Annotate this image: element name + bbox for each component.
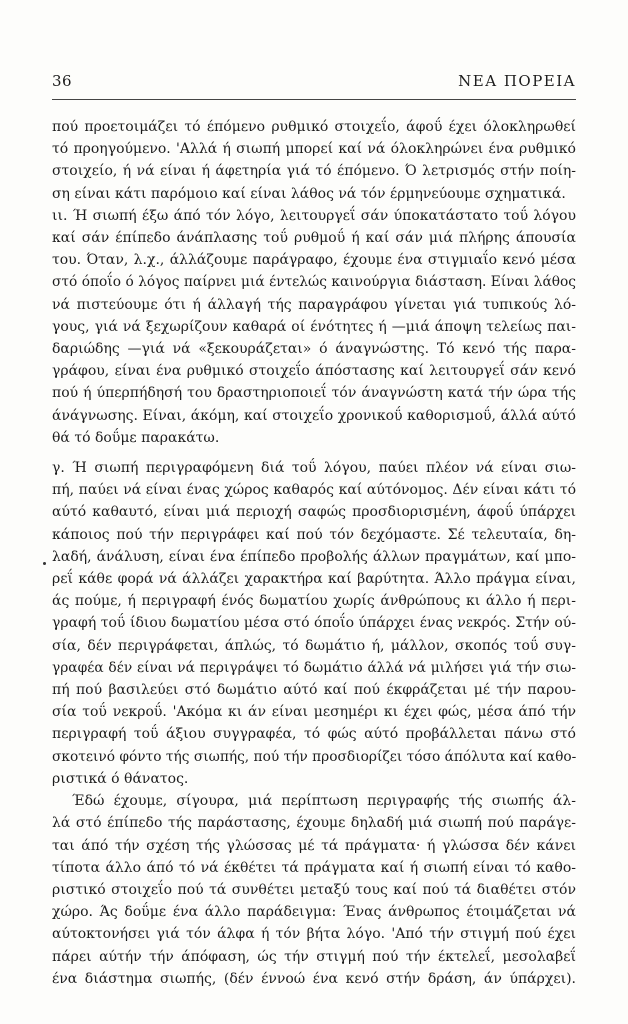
text-line: πή, παύει νά είναι ένας χώρος καθαρός καί αύτόνομος. Δέν είναι κάτι τό bbox=[52, 482, 576, 499]
text-line: πή πού βασιλεύει στό δωμάτιο αύτό καί πού έκφράζεται μέ τήν παρου- bbox=[52, 682, 576, 699]
text-line: ται άπό τήν σχέση τής γλώσσας μέ τά πράγματα· ή γλώσσα δέν κάνει bbox=[52, 837, 576, 854]
text-line: ση είναι κάτι παρόμοιο καί είναι λάθος νά τόν έρμηνεύουμε σχηματικά. bbox=[52, 185, 566, 202]
page-number: 36 bbox=[52, 72, 73, 90]
paragraph-4 bbox=[52, 790, 576, 990]
text-line: πού προετοιμάζει τό έπόμενο ρυθμικό στοιχεΐο, άφοΰ έχει όλοκληρωθεί bbox=[52, 119, 576, 135]
text-line: αύτοκτονήσει γιά τόν άλφα ή τόν βήτα λόγο. 'Από τήν στιγμή πού έχει bbox=[52, 926, 576, 943]
text-line: στό όποΐο ό λόγος παίρνει μιά έντελώς καινούργια διάσταση. Είναι λάθος bbox=[52, 274, 576, 291]
text-line: περιγραφή τοΰ άξιου συγγραφέα, τό φώς αύτό προβάλλεται πάνω στό bbox=[52, 726, 576, 743]
text-line: ριστικά ό θάνατος. bbox=[52, 770, 189, 787]
text-line: αύτό καθαυτό, είναι μιά περιοχή σαφώς προσδιορισμένη, άφοΰ ύπάρχει bbox=[52, 504, 576, 521]
text-line: στοιχείο, ή νά είναι ή άφετηρία γιά τό έπόμενο. Ό λετρισμός στήν ποίη- bbox=[52, 163, 576, 180]
text-line: ριστικό στοιχεΐο πού τά συνθέτει μεταξύ τους καί πού τά διαθέτει στόν bbox=[52, 881, 576, 898]
text-line: γραφέα δέν είναι νά περιγράψει τό δωμάτιο άλλά νά μιλήσει γιά τήν σιω- bbox=[52, 659, 576, 676]
paragraph-2 bbox=[52, 205, 576, 449]
text-line: λά στό έπίπεδο τής παράστασης, έχουμε δηλαδή μιά σιωπή πού παράγε- bbox=[52, 815, 576, 832]
paragraph-3 bbox=[52, 457, 576, 790]
text-line: κάποιος πού τήν περιγράφει καί πού τόν δεχόμαστε. Σέ τελευταία, δη- bbox=[52, 526, 576, 543]
text-line: δαριώδης —γιά νά «ξεκουράζεται» ό άναγνώστης. Τό κενό τής παρα- bbox=[52, 341, 576, 358]
text-line: γράφου, είναι ένα ρυθμικό στοιχεΐο άπόστασης καί λειτουργεΐ σάν κενό bbox=[52, 363, 576, 380]
text-line: θά τό δοΰμε παρακάτω. bbox=[52, 429, 220, 446]
running-title: ΝΕΑ ΠΟΡΕΙΑ bbox=[458, 72, 576, 90]
scan-speck bbox=[43, 562, 46, 565]
text-line: νά πιστεύουμε ότι ή άλλαγή τής παραγράφου γίνεται γιά τυπικούς λό- bbox=[52, 296, 576, 313]
text-line: Έδώ έχουμε, σίγουρα, μιά περίπτωση περιγραφής τής σιωπής άλ- bbox=[72, 793, 576, 810]
text-line: πάρει αύτήν τήν άπόφαση, ώς τήν στιγμή πού τήν έκτελεΐ, μεσολαβεΐ bbox=[52, 948, 576, 965]
text-line: χώρο. Άς δοΰμε ένα άλλο παράδειγμα: Ένας άνθρωπος έτοιμάζεται νά bbox=[52, 904, 576, 921]
body-text bbox=[52, 116, 576, 990]
text-line: καί σάν έπίπεδο άνάπλασης τοΰ ρυθμοΰ ή καί σάν μιά πλήρης άπουσία bbox=[52, 230, 576, 247]
header-rule bbox=[52, 99, 576, 100]
text-line: άς πούμε, ή περιγραφή ένός δωματίου χωρίς άνθρώπους κι άλλο ή περι- bbox=[52, 593, 576, 610]
text-line: σία, δέν περιγράφεται, άπλώς, τό δωμάτιο ή, μάλλον, σκοπός τοΰ συγ- bbox=[52, 637, 576, 654]
text-line: ιι. Ή σιωπή έξω άπό τόν λόγο, λειτουργεΐ σάν ύποκατάστατο τοΰ λόγου bbox=[52, 207, 576, 224]
text-line: πού ή ύπερπήδησή του δραστηριοποιεΐ τόν άναγνώστη κατά τήν ώρα τής bbox=[52, 385, 576, 402]
text-line: τίποτα άλλο άπό τό νά έκθέτει τά πράγματα καί ή σιωπή είναι τό καθο- bbox=[52, 859, 576, 876]
text-line: ρεΐ κάθε φορά νά άλλάζει χαρακτήρα καί βαρύτητα. Άλλο πράγμα είναι, bbox=[52, 571, 576, 588]
text-line: τό προηγούμενο. 'Αλλά ή σιωπή μπορεί καί νά όλοκληρώνει ένα ρυθμικό bbox=[52, 141, 576, 158]
paragraph-1 bbox=[52, 116, 576, 205]
text-line: σία τοΰ νεκροΰ. 'Ακόμα κι άν είναι μεσημέρι κι έχει φώς, μέσα άπό τήν bbox=[52, 704, 576, 721]
page-header bbox=[52, 72, 576, 94]
text-line: λαδή, άνάλυση, είναι ένα έπίπεδο προβολής άλλων πραγμάτων, καί μπο- bbox=[52, 548, 576, 565]
text-line: γραφή τοΰ ίδιου δωματίου μέσα στό όποΐο ύπάρχει ένας νεκρός. Στήν ού- bbox=[52, 615, 576, 632]
text-line: σκοτεινό φόντο τής σιωπής, πού τήν προσδιορίζει τόσο άπόλυτα καί καθο- bbox=[52, 748, 577, 765]
text-line: γ. Ή σιωπή περιγραφόμενη διά τοΰ λόγου, παύει πλέον νά είναι σιω- bbox=[52, 460, 576, 477]
text-line: ένα διάστημα σιωπής, (δέν έννοώ ένα κενό στήν δράση, άν ύπάρχει). bbox=[52, 970, 576, 987]
text-line: άνάγνωσης. Είναι, άκόμη, καί στοιχεΐο χρονικοΰ καθορισμοΰ, άλλά αύτό bbox=[52, 407, 576, 424]
text-line: του. Όταν, λ.χ., άλλάζουμε παράγραφο, έχουμε ένα στιγμιαΐο κενό μέσα bbox=[52, 252, 576, 269]
text-line: γους, γιά νά ξεχωρίζουν καθαρά οί ένότητες ή —μιά άποψη τελείως παι- bbox=[52, 318, 576, 335]
